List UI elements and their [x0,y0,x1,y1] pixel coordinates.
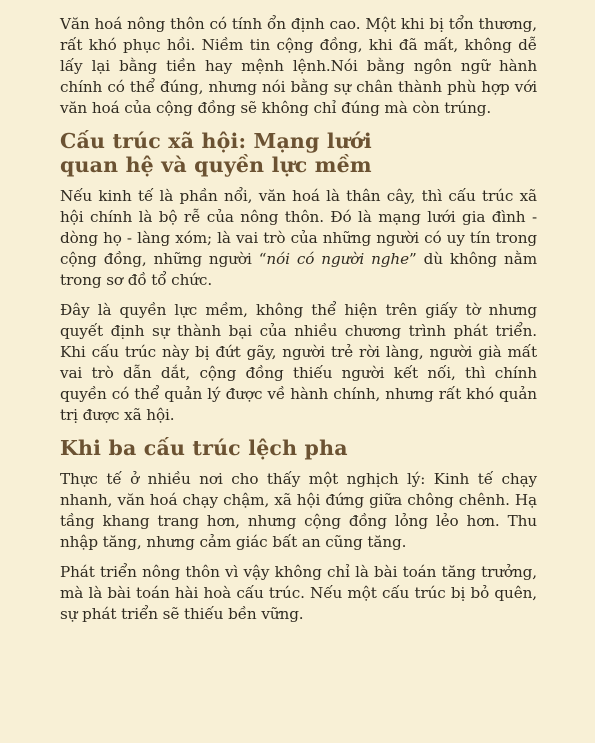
italic-quote: nói có người nghe [266,250,409,268]
paragraph-social-roots-end: ” dù không nằm trong sơ đồ tổ chức. [60,250,537,289]
paragraph-rural-culture: Văn hoá nông thôn có tính ổn định cao. Một khi bị tổn thương, rất khó phục hồi. Niềm tin cộng đồng, khi đã mất, không dễ lấy lại bằng tiền hay mệnh lệnh.Nói bằng ngôn ngữ hành chính có thể đúng, nhưng nói bằng sự chân thành phù hợp với văn hoá của cộng đồng sẽ không chỉ đúng mà còn trúng. [60,15,537,117]
paragraph-social-roots-start: Nếu kinh tế là phần nổi, văn hoá là thân cây, thì cấu trúc xã hội chính là bộ rễ của nông thôn. Đó là mạng lưới gia đình - dòng họ - làng xóm; là vai trò của những người có uy tín trong cộng đồng, những người “ [60,187,537,268]
paragraph-harmony: Phát triển nông thôn vì vậy không chỉ là bài toán tăng trưởng, mà là bài toán hài hoà cấu trúc. Nếu một cấu trúc bị bỏ quên, sự phát triển sẽ thiếu bền vững. [60,563,537,623]
paragraph-soft-power: Đây là quyền lực mềm, không thể hiện trên giấy tờ nhưng quyết định sự thành bại của nhiều chương trình phát triển. Khi cấu trúc này bị đứt gãy, người trẻ rời làng, người già mất vai trò dẫn dắt, cộng đồng thiếu người kết nối, thì chính quyền có thể quản lý được về hành chính, nhưng rất khó quản trị được xã hội. [60,301,537,424]
paragraph-paradox: Thực tế ở nhiều nơi cho thấy một nghịch lý: Kinh tế chạy nhanh, văn hoá chạy chậm, xã hội đứng giữa chông chênh. Hạ tầng khang trang hơn, nhưng cộng đồng lỏng lẻo hơn. Thu nhập tăng, nhưng cảm giác bất an cũng tăng. [60,470,537,551]
heading-social-structure: Cấu trúc xã hội: Mạng lưới quan hệ và quyền lực mềm [60,129,372,177]
paragraph-social-roots [60,186,537,291]
heading-out-of-phase: Khi ba cấu trúc lệch pha [60,436,348,460]
